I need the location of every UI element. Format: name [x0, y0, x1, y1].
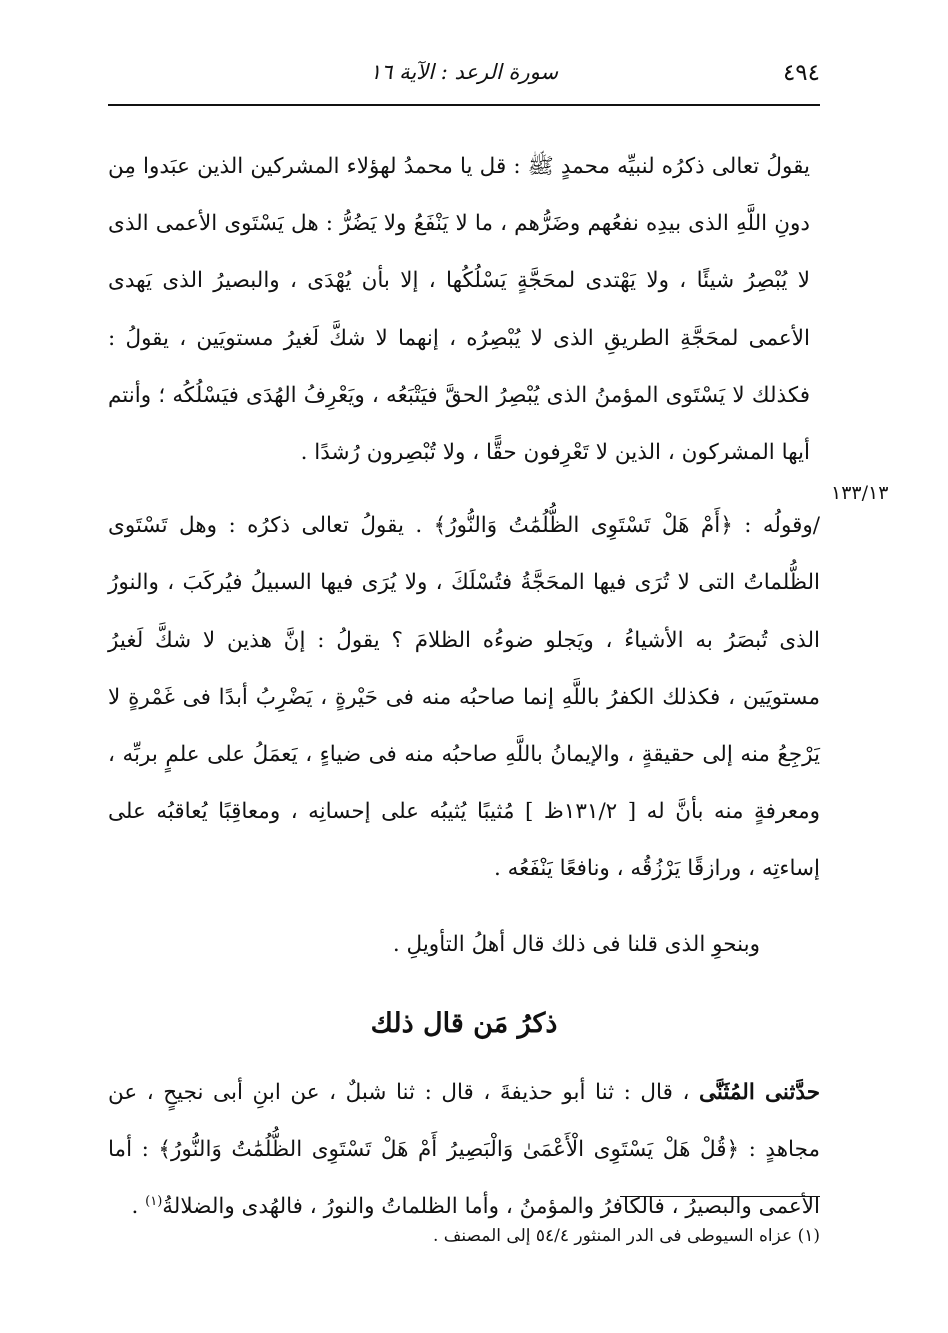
footnote-rule	[620, 1196, 820, 1197]
footnote: (١) عزاه السيوطى فى الدر المنثور ٥٤/٤ إلى المصنف .	[433, 1226, 820, 1246]
narrator-lead: حدَّثنى المُثَنَّى	[698, 1080, 820, 1106]
header-rule	[108, 104, 820, 106]
paragraph-3: وبنحوِ الذى قلنا فى ذلك قال أهلُ التأويلِ .	[392, 931, 760, 957]
narration-end: .	[131, 1194, 146, 1220]
footnote-marker: (١)	[145, 1194, 163, 1210]
narration-text: ، قال : ثنا أبو حذيفةَ ، قال : ثنا شبلٌ ، عن ابنِ أبى نجيحٍ ، عن مجاهدٍ : ﴿قُلْ هَلْ يَسْتَوِى الْأَعْمَىٰ وَالْبَصِيرُ أَمْ هَلْ تَسْتَوِى الظُّلُمَٰتُ وَالنُّورُ﴾ : أما الأعمى والبصيرُ ، فالكافرُ والمؤمنُ ، وأما الظلماتُ والنورُ ، فالهُدى والضلالةُ	[108, 1080, 820, 1220]
section-heading: ذكرُ مَن قال ذلك	[370, 1007, 558, 1039]
page-number: ٤٩٤	[782, 60, 820, 86]
paragraph-2: /وقولُه : ﴿أَمْ هَلْ تَسْتَوِى الظُّلُمَٰتُ وَالنُّورُ﴾ . يقولُ تعالى ذكرُه : وهل تَسْتَوى الظُّلماتُ التى لا تُرَى فيها المحَجَّةُ فتُسْلَكَ ، ولا يُرَى فيها السبيلُ فيُركَبَ ، والنورُ الذى تُبصَرُ به الأشياءُ ، ويَجلو ضوءُه الظلامَ ؟ يقولُ : إنَّ هذين لا شكَّ لَغيرُ مستويَين ، فكذلك الكفرُ باللَّهِ إنما صاحبُه منه فى حَيْرةٍ ، يَضْرِبُ أبدًا فى غَمْرةٍ لا يَرْجِعُ منه إلى حقيقةٍ ، والإيمانُ باللَّهِ صاحبُه منه فى ضياءٍ ، يَعمَلُ على علمٍ بربِّه ، ومعرفةٍ منه بأنَّ له [ ١٣١/٢ظ ] مُثيبًا يُثيبُه على إحسانِه ، ومعاقِبًا يُعاقبُه على إساءتِه ، ورازقًا يَرْزُقُه ، ونافعًا يَنْفَعُه .	[108, 513, 820, 882]
page-header	[108, 52, 820, 98]
narration-paragraph	[108, 1064, 820, 1236]
running-title: سورة الرعد : الآية ١٦	[369, 60, 559, 84]
main-text	[108, 138, 820, 1236]
margin-reference: ١٣٣/١٣	[831, 482, 889, 504]
paragraph-1: يقولُ تعالى ذكرُه لنبيِّه محمدٍ ﷺ : قل يا محمدُ لهؤلاء المشركين الذين عبَدوا مِن دونِ اللَّهِ الذى بيدِه نفعُهم وضَرُّهم ، ما لا يَنْفَعُ ولا يَضُرُّ : هل يَسْتَوى الأعمى الذى لا يُبْصِرُ شيئًا ، ولا يَهْتدى لمحَجَّةٍ يَسْلُكُها ، إلا بأن يُهْدَى ، والبصيرُ الذى يَهدى الأعمى لمحَجَّةِ الطريقِ الذى لا يُبْصِرُه ، إنهما لا شكَّ لَغيرُ مستويَين ، يقولُ : فكذلك لا يَسْتَوى المؤمنُ الذى يُبْصِرُ الحقَّ فيَتْبَعُه ، ويَعْرِفُ الهُدَى فيَسْلُكُه ؛ وأنتم أيها المشركون ، الذين لا تَعْرِفون حقًّا ، ولا تُبْصِرون رُشدًا .	[108, 154, 810, 466]
